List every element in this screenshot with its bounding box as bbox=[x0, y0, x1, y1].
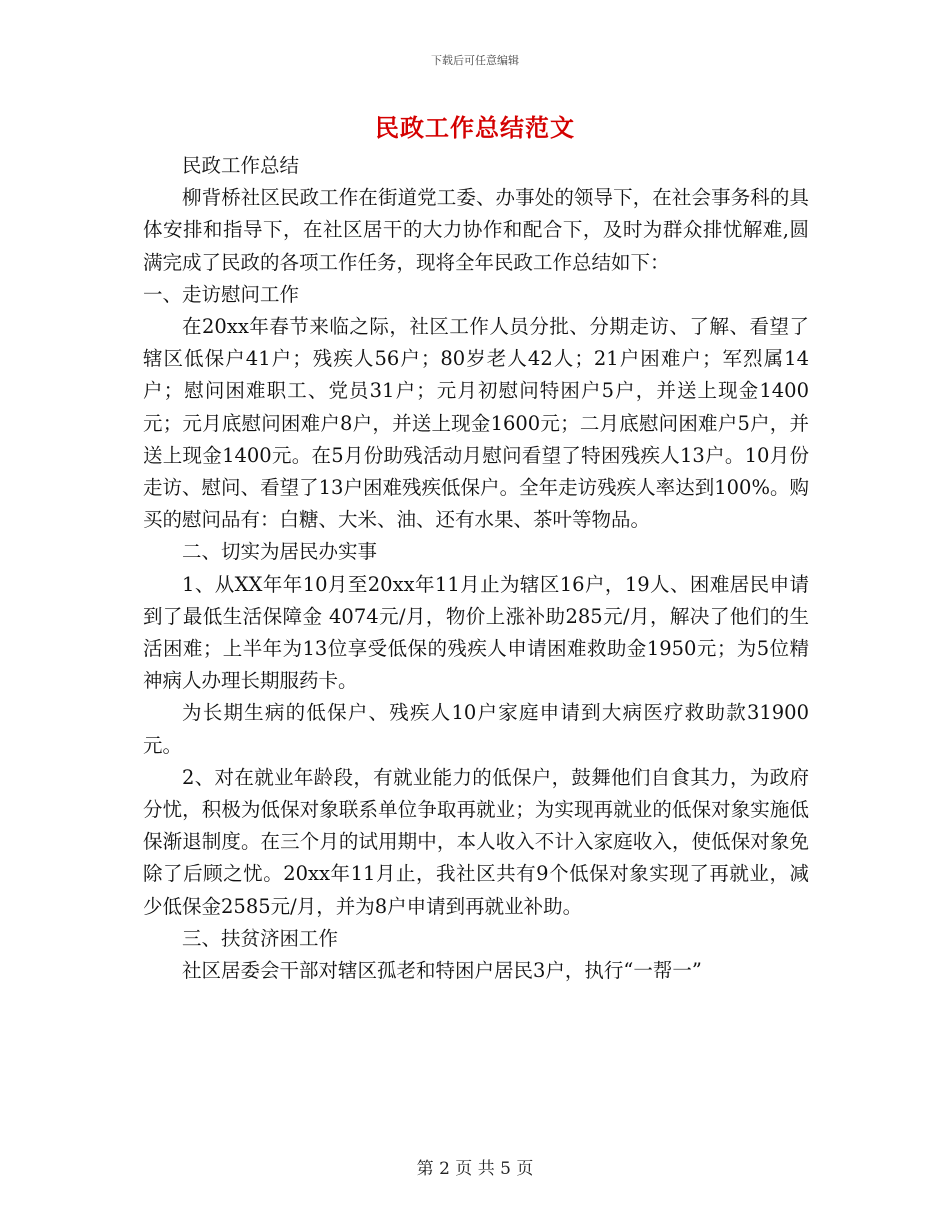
paragraph-subsistence-allowance: 1、从XX年年10月至20xx年11月止为辖区16户，19人、困难居民申请到了最低生活保障金 4074元/月，物价上涨补助285元/月，解决了他们的生活困难；上半年为13位享受低保的残疾人申请困难救助金1950元；为5位精神病人办理长期服药卡。 bbox=[143, 572, 809, 693]
document-body bbox=[143, 150, 809, 987]
section-heading-practical-affairs: 二、切实为居民办实事 bbox=[182, 540, 378, 564]
section-heading-poverty-relief: 三、扶贫济困工作 bbox=[182, 926, 339, 950]
paragraph-intro: 柳背桥社区民政工作在街道党工委、办事处的领导下，在社会事务科的具体安排和指导下，在社区居干的大力协作和配合下，及时为群众排忧解难,圆满完成了民政的各项工作任务，现将全年民政工作总结如下： bbox=[143, 186, 809, 274]
paragraph-reemployment: 2、对在就业年龄段，有就业能力的低保户，鼓舞他们自食其力，为政府分忧，积极为低保对象联系单位争取再就业；为实现再就业的低保对象实施低保渐退制度。在三个月的试用期中，本人收入不计入家庭收入，使低保对象免除了后顾之忧。20xx年11月止，我社区共有9个低保对象实现了再就业，减少低保金2585元/月，并为8户申请到再就业补助。 bbox=[143, 765, 809, 918]
page-indicator: 第 2 页 共 5 页 bbox=[416, 1159, 534, 1179]
paragraph-poverty-relief: 社区居委会干部对辖区孤老和特困户居民3户，执行“一帮一” bbox=[182, 959, 702, 983]
paragraph-medical-aid: 为长期生病的低保户、残疾人10户家庭申请到大病医疗救助款31900元。 bbox=[143, 701, 809, 757]
section-heading-visits: 一、走访慰问工作 bbox=[143, 282, 300, 306]
header-note: 下载后可任意编辑 bbox=[431, 54, 519, 67]
document-title: 民政工作总结范文 bbox=[375, 113, 575, 142]
paragraph-visits: 在20xx年春节来临之际，社区工作人员分批、分期走访、了解、看望了辖区低保户41户；残疾人56户；80岁老人42人；21户困难户；军烈属14户；慰问困难职工、党员31户；元月初慰问特困户5户，并送上现金1400元；元月底慰问困难户8户，并送上现金1600元；二月底慰问困难户5户，并送上现金1400元。在5月份助残活动月慰问看望了特困残疾人13户。10月份走访、慰问、看望了13户困难残疾低保户。全年走访残疾人率达到100%。购买的慰问品有：白糖、大米、油、还有水果、茶叶等物品。 bbox=[143, 315, 809, 532]
paragraph-subtitle: 民政工作总结 bbox=[182, 154, 300, 177]
